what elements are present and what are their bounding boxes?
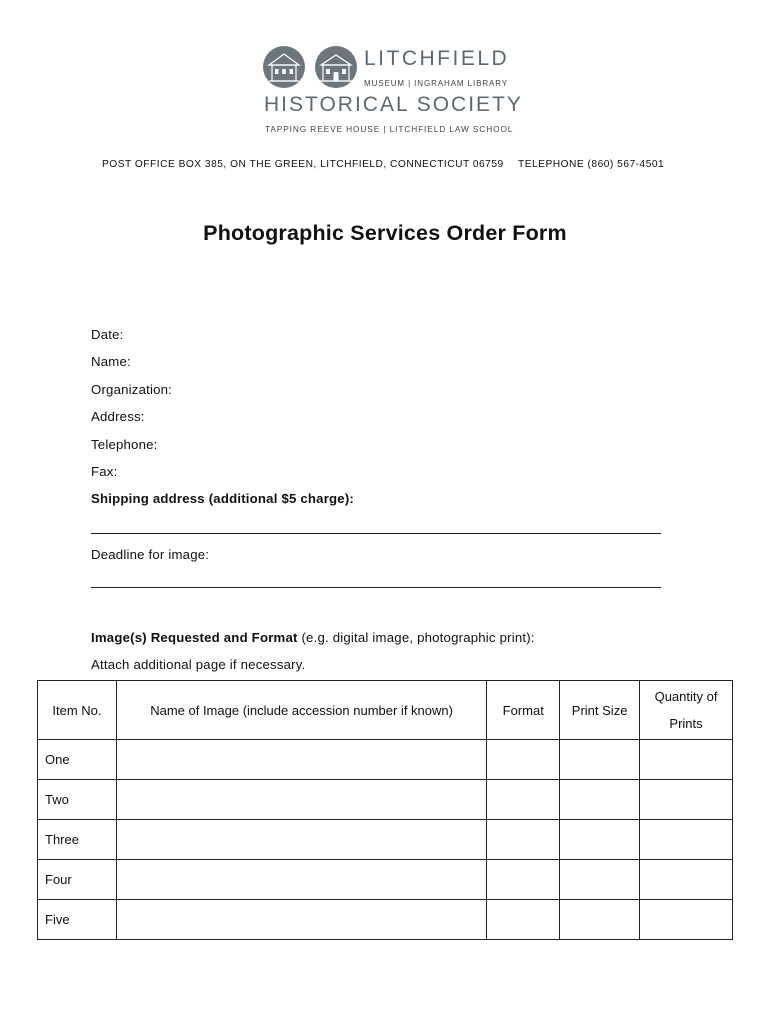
- telephone-field-label: Telephone:: [91, 437, 158, 452]
- quantity-cell[interactable]: [640, 780, 733, 820]
- table-row: [38, 860, 733, 900]
- logo-tagline: TAPPING REEVE HOUSE | LITCHFIELD LAW SCHOOL: [265, 124, 514, 134]
- item-number-cell: Two: [38, 780, 117, 820]
- image-name-cell[interactable]: [116, 860, 486, 900]
- table-row: [38, 780, 733, 820]
- print-size-cell[interactable]: [560, 780, 640, 820]
- item-number-cell: Three: [38, 820, 117, 860]
- print-size-cell[interactable]: [560, 900, 640, 940]
- quantity-cell[interactable]: [640, 860, 733, 900]
- column-header-format: Format: [487, 681, 560, 740]
- fax-field-label: Fax:: [91, 464, 118, 479]
- telephone-number: TELEPHONE (860) 567-4501: [518, 159, 665, 170]
- name-field-label: Name:: [91, 354, 131, 369]
- table-row: [38, 900, 733, 940]
- quantity-cell[interactable]: [640, 820, 733, 860]
- image-name-cell[interactable]: [116, 740, 486, 780]
- format-cell[interactable]: [487, 820, 560, 860]
- society-logo: [263, 42, 523, 138]
- image-name-cell[interactable]: [116, 900, 486, 940]
- quantity-header-line1: Quantity of: [654, 689, 718, 704]
- print-size-cell[interactable]: [560, 820, 640, 860]
- column-header-quantity: [640, 681, 733, 740]
- column-header-name: Name of Image (include accession number if known): [116, 681, 486, 740]
- images-requested-heading: [91, 630, 535, 645]
- house-circle-icon: [263, 46, 305, 88]
- museum-circle-icon: [315, 46, 357, 88]
- deadline-line[interactable]: [91, 587, 661, 588]
- page-title: Photographic Services Order Form: [203, 221, 567, 245]
- table-row: [38, 820, 733, 860]
- images-heading-bold: Image(s) Requested and Format: [91, 630, 298, 645]
- organization-field-label: Organization:: [91, 382, 173, 397]
- quantity-cell[interactable]: [640, 740, 733, 780]
- date-field-label: Date:: [91, 327, 124, 342]
- format-cell[interactable]: [487, 900, 560, 940]
- shipping-address-line[interactable]: [91, 533, 661, 534]
- format-cell[interactable]: [487, 780, 560, 820]
- table-row: [38, 740, 733, 780]
- images-heading-rest: (e.g. digital image, photographic print):: [297, 630, 535, 645]
- images-table: [37, 680, 733, 940]
- attach-note: Attach additional page if necessary.: [91, 657, 306, 672]
- print-size-cell[interactable]: [560, 740, 640, 780]
- building-logo-icon: [263, 46, 359, 90]
- column-header-print-size: Print Size: [560, 681, 640, 740]
- quantity-header-line2: Prints: [669, 716, 703, 731]
- image-name-cell[interactable]: [116, 820, 486, 860]
- item-number-cell: Five: [38, 900, 117, 940]
- format-cell[interactable]: [487, 860, 560, 900]
- item-number-cell: Four: [38, 860, 117, 900]
- column-header-item-no: Item No.: [38, 681, 117, 740]
- format-cell[interactable]: [487, 740, 560, 780]
- image-name-cell[interactable]: [116, 780, 486, 820]
- logo-litchfield-text: LITCHFIELD: [364, 47, 510, 70]
- table-header-row: [38, 681, 733, 740]
- address-field-label: Address:: [91, 409, 145, 424]
- print-size-cell[interactable]: [560, 860, 640, 900]
- logo-museum-library-text: MUSEUM | INGRAHAM LIBRARY: [364, 79, 509, 88]
- deadline-field-label: Deadline for image:: [91, 547, 210, 562]
- quantity-cell[interactable]: [640, 900, 733, 940]
- item-number-cell: One: [38, 740, 117, 780]
- logo-historical-society-text: HISTORICAL SOCIETY: [264, 93, 523, 116]
- shipping-address-label: Shipping address (additional $5 charge):: [91, 491, 354, 506]
- mailing-address: POST OFFICE BOX 385, ON THE GREEN, LITCHFIELD, CONNECTICUT 06759: [102, 159, 504, 170]
